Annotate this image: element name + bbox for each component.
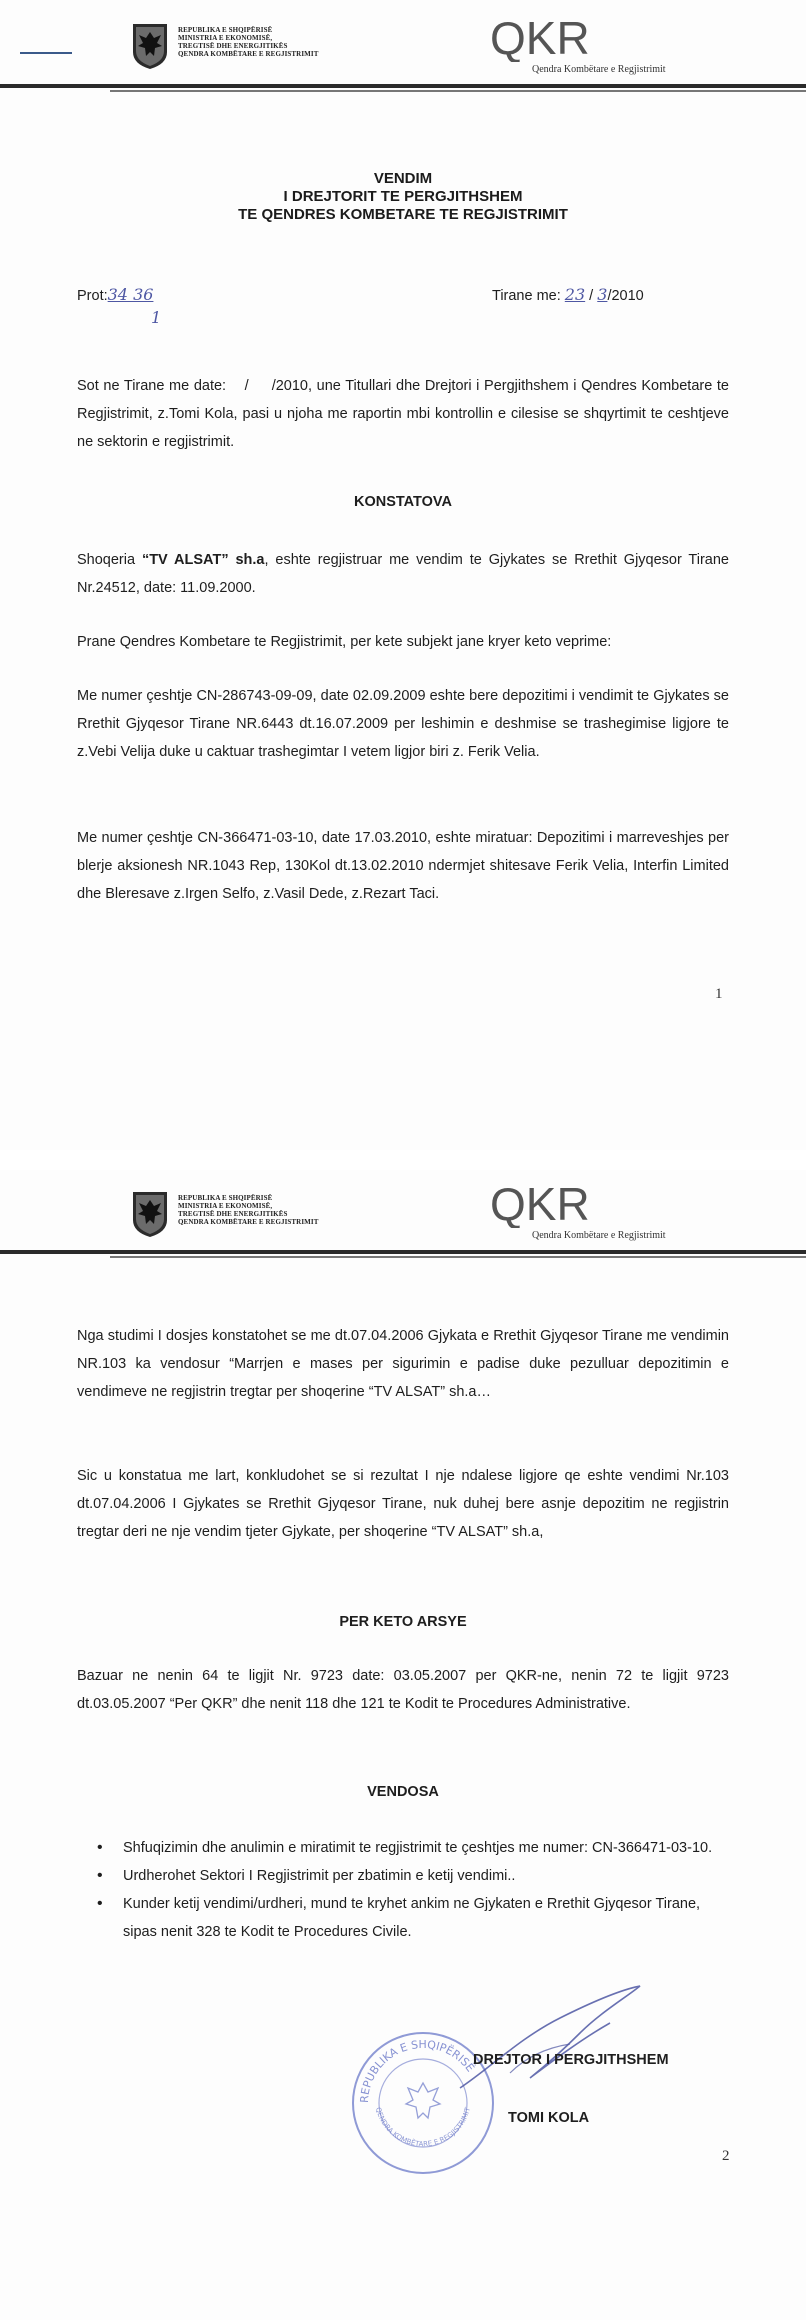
paragraph-legal-basis: Bazuar ne nenin 64 te ligjit Nr. 9723 date: 03.05.2007 per QKR-ne, nenin 72 te ligjit 9723 dt.03.05.2007 “Per QKR” dhe nenit 118 dhe 121 te Kodit te Procedures Administrative.	[77, 1668, 729, 1712]
decision-list	[97, 1834, 732, 1946]
margin-mark	[20, 52, 72, 54]
title-line: TE QENDRES KOMBETARE TE REGJISTRIMIT	[238, 206, 568, 223]
paragraph-actions-intro: Prane Qendres Kombetare te Regjistrimit, per kete subjekt jane kryer keto veprime:	[77, 634, 612, 650]
intro-paragraph: Sot ne Tirane me date: / /2010, une Titullari dhe Drejtori i Pergjithshem i Qendres Kombetare te Regjistrimit, z.Tomi Kola, pasi u njoha me raportin mbi kontrollin e cilesise se shqyrtimit te ceshtjeve ne sektorin e regjistrimit.	[77, 378, 734, 450]
qkr-logo	[490, 12, 610, 62]
qkr-logo-text: QKR	[490, 1178, 590, 1228]
date-handwritten-month: 3	[597, 285, 608, 304]
date-handwritten-day: 23	[564, 285, 586, 304]
stamp-text-inner: QENDRA KOMBËTARE E REGJISTRIMIT	[373, 2106, 472, 2149]
paragraph-case-286743: Me numer çeshtje CN-286743-09-09, date 02.09.2009 eshte bere depozitimi i vendimit te Gjykates se Rrethit Gjyqesor Tirane NR.6443 dt.16.07.2009 per leshimin e deshmise se trashegimise ligjore te z.Vebi Velija duke u caktuar trashegimtar I vetem ligjor biri z. Ferik Velia.	[77, 688, 729, 760]
protocol-label: Prot:	[77, 288, 108, 304]
decision-item: • Kunder ketij vendimi/urdheri, mund te kryhet ankim ne Gjykaten e Rrethit Gjyqesor Tirane, sipas nenit 328 te Kodit te Procedures Civile.	[97, 1890, 732, 1946]
page-number: 1	[715, 986, 723, 1002]
ministry-line: MINISTRIA E EKONOMISË,	[178, 1202, 273, 1210]
paragraph-conclusion: Sic u konstatua me lart, konkludohet se si rezultat I nje ndalese ligjore qe eshte vendimi Nr.103 dt.07.04.2006 I Gjykates se Rrethit Gjyqesor Tirane, nuk duhej bere asnje depozitim ne regjistrin tregtar deri ne nje vendim tjeter Gjykate, per shoqerine “TV ALSAT” sh.a,	[77, 1468, 729, 1540]
ministry-line: REPUBLIKA E SHQIPËRISË	[178, 26, 273, 34]
ministry-line: MINISTRIA E EKONOMISË,	[178, 34, 273, 42]
ministry-header	[178, 1194, 318, 1226]
page-number: 2	[722, 2148, 730, 2164]
ministry-line: QENDRA KOMBËTARE E REGJISTRIMIT	[178, 1218, 319, 1226]
document-title	[0, 170, 806, 224]
protocol-handwritten-sub: 1	[151, 308, 162, 327]
section-heading-konstatova: KONSTATOVA	[353, 494, 452, 510]
ministry-line: QENDRA KOMBËTARE E REGJISTRIMIT	[178, 50, 319, 58]
title-line: VENDIM	[373, 170, 433, 187]
ministry-line: TREGTISË DHE ENERGJITIKËS	[178, 1210, 288, 1218]
decision-date: Tirane me: 23 / 3/2010	[492, 285, 644, 304]
document-page-1	[0, 0, 806, 1150]
section-heading-vendosa: VENDOSA	[367, 1784, 439, 1800]
decision-item: • Urdherohet Sektori I Regjistrimit per zbatimin e ketij vendimi..	[97, 1862, 732, 1890]
qkr-logo-subtitle: Qendra Kombëtare e Regjistrimit	[532, 1230, 666, 1241]
section-heading-per-keto-arsye: PER KETO ARSYE	[339, 1614, 467, 1630]
qkr-logo-subtitle: Qendra Kombëtare e Regjistrimit	[532, 64, 666, 75]
protocol-handwritten-number: 34 36	[107, 285, 154, 304]
date-year: /2010	[607, 288, 644, 304]
signatory-title: DREJTOR I PERGJITHSHEM	[473, 2052, 669, 2068]
header-divider-shadow	[110, 1256, 806, 1258]
date-label: Tirane me:	[492, 288, 561, 304]
paragraph-company-registration	[77, 546, 729, 602]
handwritten-signature	[450, 1978, 650, 2098]
ministry-line: TREGTISË DHE ENERGJITIKËS	[178, 42, 288, 50]
header-divider	[0, 84, 806, 88]
albanian-eagle-emblem-icon	[130, 22, 170, 70]
signatory-name: TOMI KOLA	[508, 2110, 590, 2126]
paragraph-case-366471: Me numer çeshtje CN-366471-03-10, date 17.03.2010, eshte miratuar: Depozitimi i marreveshjes per blerje aksionesh NR.1043 Rep, 130Kol dt.13.02.2010 ndermjet shitesave Ferik Velia, Interfin Limited dhe Bleresave z.Irgen Selfo, z.Vasil Dede, z.Rezart Taci.	[77, 830, 729, 902]
page-gap	[0, 1150, 806, 1170]
paragraph-court-decision: Nga studimi I dosjes konstatohet se me dt.07.04.2006 Gjykata e Rrethit Gjyqesor Tirane me vendimin NR.103 ka vendosur “Marrjen e mases per sigurimin e padise duke pezulluar depozitimin e vendimeve ne regjistrin tregtar per shoqerine “TV ALSAT” sh.a…	[77, 1328, 729, 1400]
header-divider-shadow	[110, 90, 806, 92]
protocol-number	[77, 284, 161, 330]
decision-item: • Shfuqizimin dhe anulimin e miratimit te regjistrimit te çeshtjes me numer: CN-366471-03-10.	[97, 1834, 732, 1862]
document-page-2	[0, 1170, 806, 2320]
qkr-logo	[490, 1178, 610, 1228]
ministry-header	[178, 26, 318, 58]
title-line: I DREJTORIT TE PERGJITHSHEM	[283, 188, 523, 205]
text-span: , eshte regjistruar me vendim te Gjykates se Rrethit Gjyqesor Tirane Nr.24512, date: 11.09.2000.	[77, 552, 729, 596]
text-span: Shoqeria	[77, 552, 142, 568]
company-name: “TV ALSAT” sh.a	[141, 552, 265, 568]
stamp-text-top: REPUBLIKA E SHQIPËRISË	[357, 2037, 477, 2104]
qkr-logo-text: QKR	[490, 12, 590, 62]
header-divider	[0, 1250, 806, 1254]
ministry-line: REPUBLIKA E SHQIPËRISË	[178, 1194, 273, 1202]
albanian-eagle-emblem-icon	[130, 1190, 170, 1238]
